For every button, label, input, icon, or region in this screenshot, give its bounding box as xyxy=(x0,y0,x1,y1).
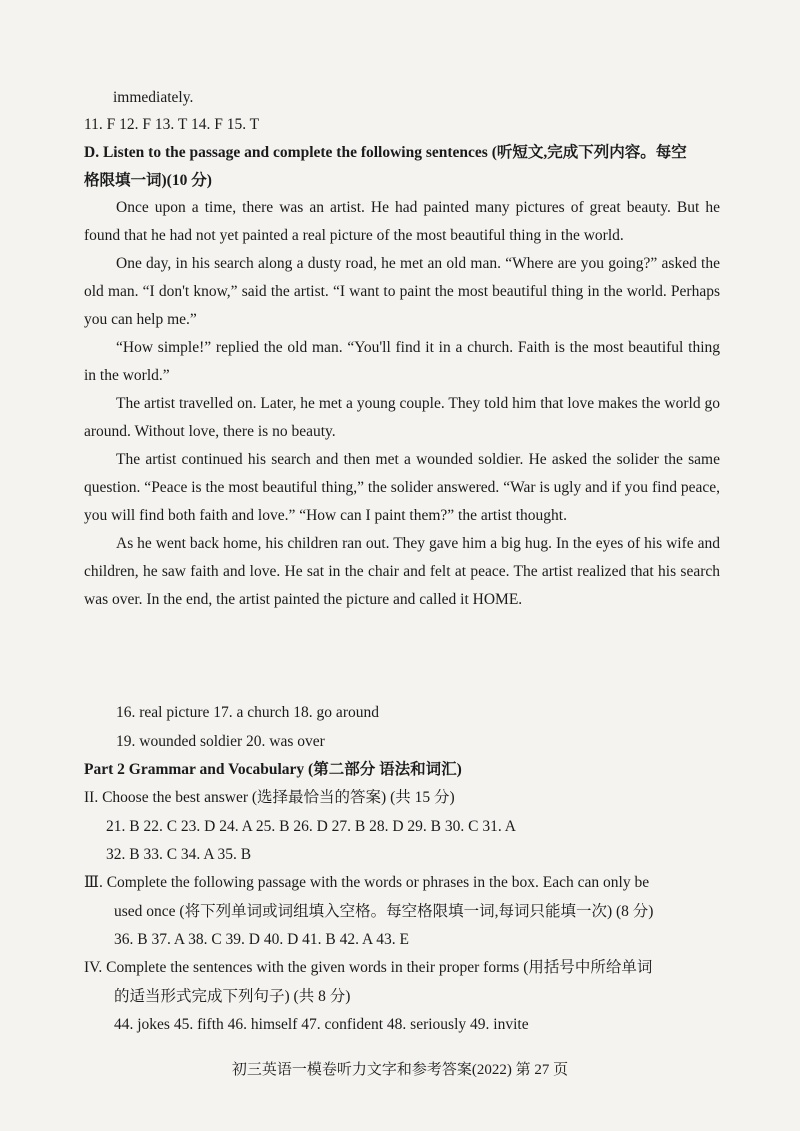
answers-19-20: 19. wounded soldier 20. was over xyxy=(116,733,325,750)
passage-paragraph-3: “How simple!” replied the old man. “You'll find it in a church. Faith is the most beautiful thing in the world.” xyxy=(84,339,720,384)
answers-36-43: 36. B 37. A 38. C 39. D 40. D 41. B 42. A 43. E xyxy=(114,931,409,948)
answers-44-49: 44. jokes 45. fifth 46. himself 47. confident 48. seriously 49. invite xyxy=(114,1016,529,1033)
passage-paragraph-2: One day, in his search along a dusty road, he met an old man. “Where are you going?” asked the old man. “I don't know,” said the artist. “I want to paint the most beautiful thing in the world. Perhaps you can help me.” xyxy=(84,255,720,328)
section-iv-heading-line2: 的适当形式完成下列句子) (共 8 分) xyxy=(114,988,351,1005)
section-iii-heading-line2: used once (将下列单词或词组填入空格。每空格限填一词,每词只能填一次) (8 分) xyxy=(114,903,654,920)
page-footer: 初三英语一模卷听力文字和参考答案(2022) 第 27 页 xyxy=(231,1062,569,1078)
answers-11-15: 11. F 12. F 13. T 14. F 15. T xyxy=(84,116,260,133)
text-immediately: immediately. xyxy=(113,89,194,106)
section-iv-heading-line1: IV. Complete the sentences with the given words in their proper forms (用括号中所给单词 xyxy=(84,959,653,976)
answers-32-35: 32. B 33. C 34. A 35. B xyxy=(106,846,252,863)
passage-paragraph-1: Once upon a time, there was an artist. He had painted many pictures of great beauty. But he found that he had not yet painted a real picture of the most beautiful thing in the world. xyxy=(84,199,720,244)
passage-paragraph-6: As he went back home, his children ran out. They gave him a big hug. In the eyes of his wife and children, he saw faith and love. He sat in the chair and felt at peace. The artist realized that his search was over. In the end, the artist painted the picture and called it HOME. xyxy=(84,535,720,608)
section-d-heading-line2: 格限填一词)(10 分) xyxy=(84,172,212,189)
passage-paragraph-5: The artist continued his search and then met a wounded soldier. He asked the solider the same question. “Peace is the most beautiful thing,” the solider answered. “War is ugly and if you find peace, you will find both faith and love.” “How can I paint them?” the artist thought. xyxy=(84,451,720,524)
part2-heading: Part 2 Grammar and Vocabulary (第二部分 语法和词汇) xyxy=(84,761,462,778)
section-ii-heading: II. Choose the best answer (选择最恰当的答案) (共 15 分) xyxy=(84,789,455,806)
section-iii-heading-line1: Ⅲ. Complete the following passage with the words or phrases in the box. Each can only be xyxy=(84,874,650,891)
section-d-heading-line1: D. Listen to the passage and complete the following sentences (听短文,完成下列内容。每空 xyxy=(84,144,687,161)
answers-16-18: 16. real picture 17. a church 18. go around xyxy=(116,704,379,721)
listening-passage xyxy=(84,194,720,614)
passage-paragraph-4: The artist travelled on. Later, he met a young couple. They told him that love makes the world go around. Without love, there is no beauty. xyxy=(84,395,720,440)
answers-21-31: 21. B 22. C 23. D 24. A 25. B 26. D 27. B 28. D 29. B 30. C 31. A xyxy=(106,818,516,835)
